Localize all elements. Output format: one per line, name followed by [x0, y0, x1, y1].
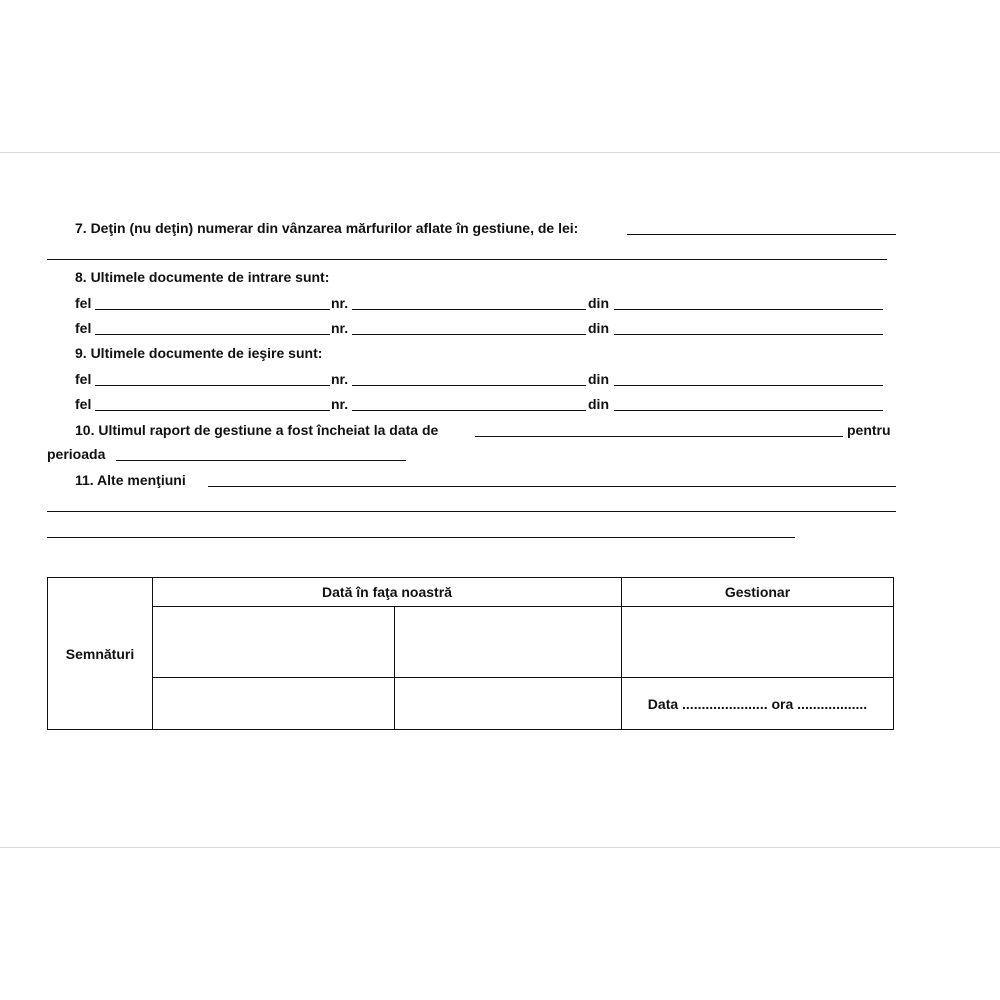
din-line[interactable]: [614, 309, 883, 310]
form-sheet: [0, 152, 1000, 848]
fel-label: fel: [75, 295, 92, 311]
witness-signature-cell-1[interactable]: [153, 607, 395, 678]
witness-signature-cell-3[interactable]: [153, 678, 395, 730]
item-11-line-3[interactable]: [47, 537, 795, 538]
din-line[interactable]: [614, 334, 883, 335]
din-label: din: [588, 371, 609, 387]
manager-signature-cell[interactable]: [622, 607, 894, 678]
din-line[interactable]: [614, 385, 883, 386]
fel-line[interactable]: [95, 309, 330, 310]
item-8-label: 8. Ultimele documente de intrare sunt:: [75, 269, 330, 285]
item-7-amount-line[interactable]: [627, 234, 896, 235]
nr-line[interactable]: [352, 410, 586, 411]
witness-signature-cell-2[interactable]: [395, 607, 622, 678]
nr-label: nr.: [331, 295, 349, 311]
item-10-perioada: perioada: [47, 446, 106, 462]
manager-date-time[interactable]: Data ...................... ora ..................: [622, 678, 894, 730]
fel-line[interactable]: [95, 385, 330, 386]
item-11-line-2[interactable]: [47, 511, 896, 512]
manager-column-header: Gestionar: [622, 578, 894, 607]
item-11-label: 11. Alte menţiuni: [75, 472, 186, 488]
fel-label: fel: [75, 320, 92, 336]
fel-label: fel: [75, 371, 92, 387]
item-7-label: 7. Deţin (nu deţin) numerar din vânzarea mărfurilor aflate în gestiune, de lei:: [75, 220, 579, 236]
din-line[interactable]: [614, 410, 883, 411]
fel-line[interactable]: [95, 334, 330, 335]
nr-label: nr.: [331, 320, 349, 336]
nr-line[interactable]: [352, 309, 586, 310]
nr-line[interactable]: [352, 334, 586, 335]
item-9-label: 9. Ultimele documente de ieşire sunt:: [75, 345, 323, 361]
signatures-table: [47, 577, 894, 730]
nr-line[interactable]: [352, 385, 586, 386]
witness-signature-cell-4[interactable]: [395, 678, 622, 730]
fel-line[interactable]: [95, 410, 330, 411]
witness-column-header: Dată în faţa noastră: [153, 578, 622, 607]
nr-label: nr.: [331, 396, 349, 412]
item-11-line-1[interactable]: [208, 486, 896, 487]
item-10-period-line[interactable]: [116, 460, 406, 461]
nr-label: nr.: [331, 371, 349, 387]
signatures-row-label: Semnături: [48, 578, 153, 730]
item-10-date-line[interactable]: [475, 436, 843, 437]
din-label: din: [588, 295, 609, 311]
item-10-pentru: pentru: [847, 422, 891, 438]
din-label: din: [588, 320, 609, 336]
din-label: din: [588, 396, 609, 412]
item-10-label: 10. Ultimul raport de gestiune a fost încheiat la data de: [75, 422, 439, 438]
fel-label: fel: [75, 396, 92, 412]
item-7-continuation-line[interactable]: [47, 259, 887, 260]
